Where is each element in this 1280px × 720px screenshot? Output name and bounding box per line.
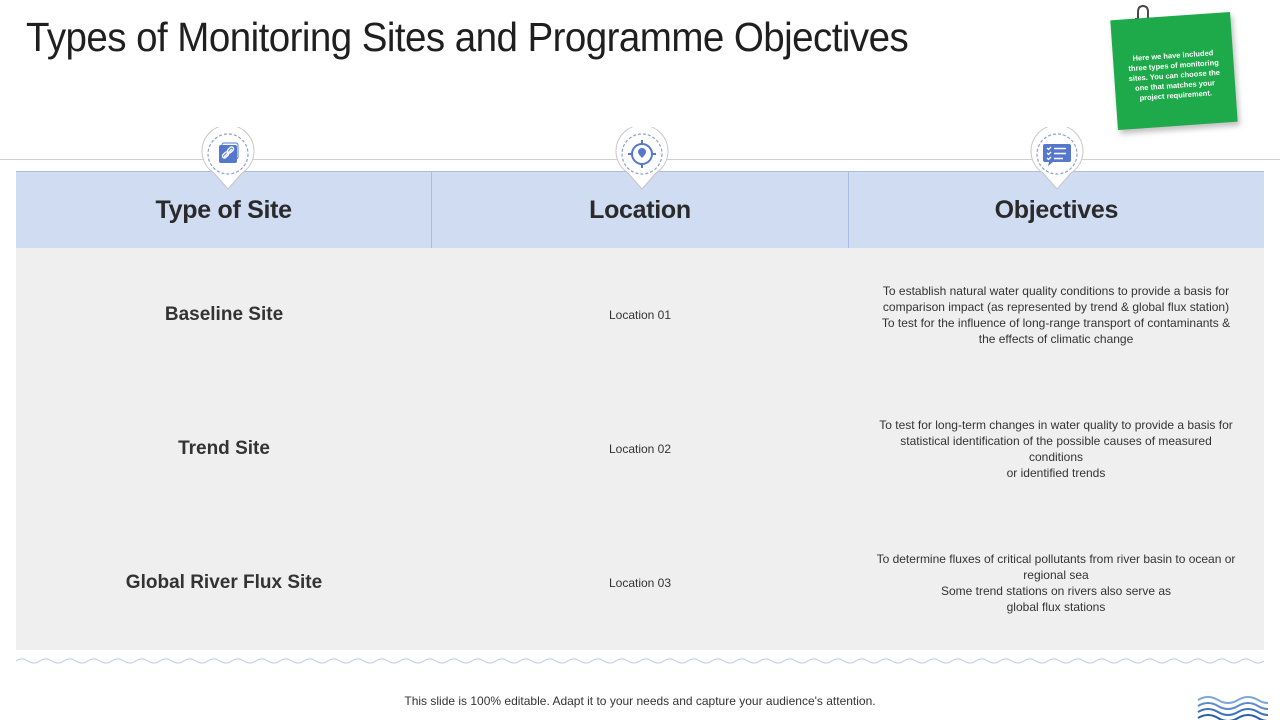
page-title: Types of Monitoring Sites and Programme Objectives — [26, 14, 909, 60]
site-objectives: To establish natural water quality conditions to provide a basis for comparison impact (as represented by trend & global flux station) To test for the influence of long-range transport of contaminants & the effects of climatic change — [881, 284, 1231, 346]
sticky-note-text: Here we have included three types of monitoring sites. You can choose the one that matches your project requirement. — [1128, 48, 1221, 103]
footer-note: This slide is 100% editable. Adapt it to your needs and capture your audience's attention. — [404, 694, 876, 708]
table-row — [16, 274, 1264, 356]
site-type: Baseline Site — [164, 304, 284, 325]
site-location: Location 03 — [608, 576, 672, 590]
site-type: Global River Flux Site — [125, 572, 323, 593]
site-location: Location 01 — [608, 308, 672, 322]
table-row — [16, 542, 1264, 624]
site-location: Location 02 — [608, 442, 672, 456]
site-objectives: To test for long-term changes in water quality to provide a basis for statistical identification of the possible causes of measured conditions or identified trends — [879, 418, 1233, 480]
header-location: Location — [431, 172, 847, 248]
wave-divider — [16, 655, 1264, 667]
waves-decoration — [1196, 692, 1268, 720]
header-objectives: Objectives — [848, 172, 1264, 248]
table-body — [16, 248, 1264, 650]
target-location-icon — [614, 127, 670, 193]
site-type: Trend Site — [178, 438, 270, 459]
sticky-note — [1110, 12, 1237, 130]
checklist-chat-icon — [1029, 127, 1085, 193]
table-row — [16, 408, 1264, 490]
link-icon — [200, 127, 256, 193]
header-type-of-site: Type of Site — [155, 196, 292, 224]
site-objectives: To determine fluxes of critical pollutants from river basin to ocean or regional sea Some trend stations on rivers also serve as global flux stations — [876, 552, 1236, 614]
